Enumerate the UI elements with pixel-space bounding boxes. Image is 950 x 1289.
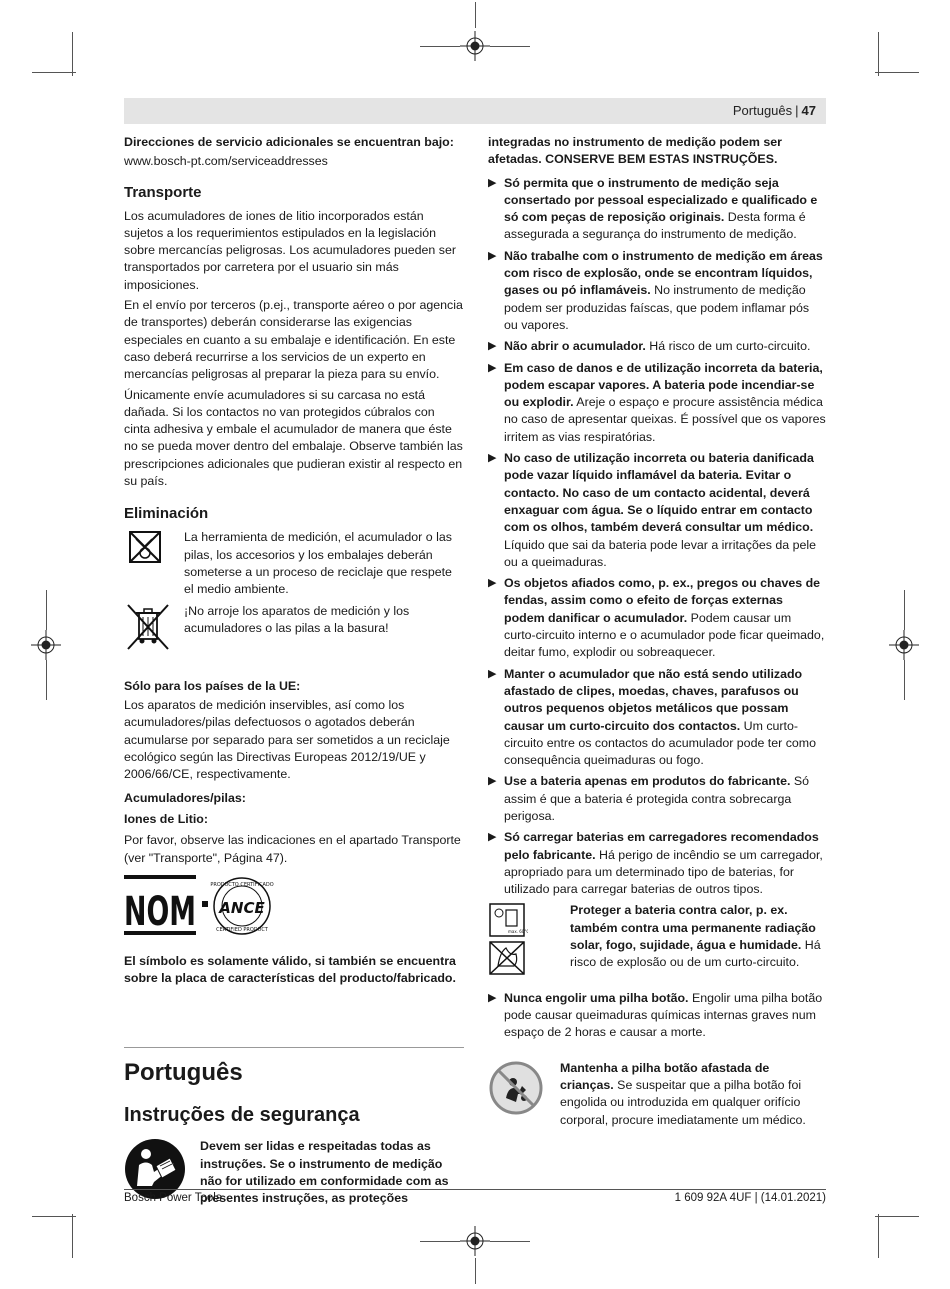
crop-mark bbox=[878, 32, 879, 76]
registration-mark-icon bbox=[460, 31, 490, 61]
safety-bullet bbox=[488, 248, 826, 334]
bullet-arrow-icon: ▶ bbox=[488, 577, 497, 590]
crop-mark bbox=[904, 590, 905, 630]
crop-mark bbox=[46, 590, 47, 630]
bullet-arrow-icon: ▶ bbox=[488, 667, 497, 680]
bullet-bold: Não abrir o acumulador. bbox=[504, 339, 646, 354]
registration-mark-icon bbox=[460, 1226, 490, 1256]
safety-bullet bbox=[488, 990, 826, 1042]
ance-text: ANCE bbox=[219, 898, 265, 917]
bullet-detail: Desta forma é assegurada a segurança do instrumento de medição. bbox=[504, 210, 806, 242]
bullet-detail: Há perigo de incêndio se um carregador, apropriado para um determinado tipo de baterias, for utilizado para carregar baterias de outros tipos. bbox=[504, 847, 823, 897]
header-language: Português bbox=[732, 103, 793, 118]
nom-ance-logo bbox=[124, 873, 464, 943]
heat-warning-text bbox=[570, 902, 826, 983]
disposal-row bbox=[124, 603, 464, 660]
transport-paragraph: Únicamente envíe acumuladores si su carcasa no está dañada. Si los contactos no van protegidos cúbralos con cinta adhesiva y embale el acumulador de manera que éste no se pueda mover dentro del embalaje. Observe también las prescripciones adicionales que pudieran existir al respecto en su país. bbox=[124, 387, 463, 489]
registration-mark-icon bbox=[889, 630, 919, 660]
bullet-arrow-icon: ▶ bbox=[488, 361, 497, 374]
bullet-detail: Um curto-circuito entre os contactos do acumulador pode ter como consequência queimaduras ou fogo. bbox=[504, 718, 816, 768]
safety-intro: Devem ser lidas e respeitadas todas as instruções. Se o instrumento de medição não for utilizado em conformidade com as presentes instruções, as proteções bbox=[200, 1139, 449, 1206]
right-column bbox=[488, 134, 826, 1133]
crop-mark bbox=[420, 1241, 460, 1242]
disposal-text: La herramienta de medición, el acumulador o las pilas, los accesorios y los embalajes deberán someterse a un proceso de reciclaje que respete el medio ambiente. bbox=[184, 530, 452, 597]
service-url: www.bosch-pt.com/serviceaddresses bbox=[124, 154, 328, 169]
crop-mark bbox=[46, 660, 47, 700]
bullet-bold: Os objetos afiados como, p. ex., pregos ou chaves de fendas, assim como o efeito de forças externas podem danificar o acumulador. bbox=[504, 576, 821, 625]
bullet-detail: Há risco de um curto-circuito. bbox=[645, 339, 811, 354]
registration-mark-icon bbox=[31, 630, 61, 660]
bullet-arrow-icon: ▶ bbox=[488, 340, 497, 353]
safety-bullet-text bbox=[504, 829, 826, 898]
page-header bbox=[124, 98, 826, 124]
bullet-arrow-icon: ▶ bbox=[488, 991, 497, 1004]
bullet-arrow-icon: ▶ bbox=[488, 775, 497, 788]
crop-mark bbox=[475, 1258, 476, 1284]
bullet-arrow-icon: ▶ bbox=[488, 452, 497, 465]
section-divider bbox=[124, 1047, 464, 1048]
safety-bullet bbox=[488, 829, 826, 898]
safety-title: Instruções de segurança bbox=[124, 1104, 360, 1127]
safety-bullet-text bbox=[504, 450, 826, 571]
safety-bullet bbox=[488, 666, 826, 770]
recycling-icon bbox=[124, 529, 172, 598]
nom-ance-logo-icon bbox=[124, 873, 284, 943]
safety-bullet-text bbox=[504, 666, 826, 770]
heat-warning-icon bbox=[488, 902, 546, 983]
left-column bbox=[124, 134, 464, 1212]
bullet-detail: Só assim é que a bateria é protegida contra sobrecarga perigosa. bbox=[504, 774, 810, 823]
transport-paragraph: En el envío por terceros (p.ej., transporte aéreo o por agencia de transportes) deberán considerarse las exigencias especiales en cuanto a su embalaje e identificación. En este caso deberá recurrirse a los servicios de un experto en mercancías peligrosas al preparar la pieza para su envío. bbox=[124, 298, 463, 382]
crop-mark bbox=[490, 46, 530, 47]
crop-mark bbox=[904, 660, 905, 700]
bullet-bold: Só permita que o instrumento de medição seja consertado por pessoal especializado e qualificado e só com peças de reposição originais. bbox=[504, 175, 818, 225]
child-warning-bold: Mantenha a pilha botão afastada de crianças. bbox=[560, 1060, 770, 1092]
symbol-note: El símbolo es solamente válido, si también se encuentra sobre la placa de características del producto/fabricado. bbox=[124, 953, 456, 986]
bullet-arrow-icon: ▶ bbox=[488, 176, 497, 189]
lithium-paragraph: Por favor, observe las indicaciones en el apartado Transporte (ver "Transporte", Página 47). bbox=[124, 833, 461, 865]
page-number: 47 bbox=[801, 103, 816, 118]
section-title: Português bbox=[124, 1059, 243, 1087]
footer-brand: Bosch Power Tools bbox=[124, 1192, 222, 1204]
child-warning-detail: Se suspeitar que a pilha botão foi engolida ou introduzida em qualquer orifício corporal, procure imediatamente um médico. bbox=[560, 1077, 806, 1127]
disposal-warning: ¡No arroje los aparatos de medición y los acumuladores o las pilas a la basura! bbox=[184, 603, 410, 635]
crop-mark bbox=[72, 1214, 73, 1258]
disposal-row bbox=[124, 529, 464, 598]
safety-bullet-text bbox=[504, 575, 826, 661]
crop-mark bbox=[875, 72, 919, 73]
safety-bullet-text bbox=[504, 360, 826, 446]
bullet-detail: Podem causar um curto-circuito interno e o acumulador pode ficar queimado, deitar fumo, explodir ou sobreaquecer. bbox=[504, 610, 825, 660]
ance-top-text: PRODUCTO CERTIFICADO bbox=[210, 881, 274, 888]
bullet-detail: No instrumento de medição podem ser produzidas faíscas, que podem inflamar pós ou vapores. bbox=[504, 283, 810, 332]
crop-mark bbox=[32, 1216, 76, 1217]
safety-continued: integradas no instrumento de medição podem ser afetadas. CONSERVE BEM ESTAS INSTRUÇÕES. bbox=[488, 135, 782, 167]
bullet-detail: Areje o espaço e procure assistência médica no caso de apresentar queixas. É possível que os vapores irritem as vias respiratórias. bbox=[504, 395, 826, 444]
bullet-bold: Em caso de danos e de utilização incorreta da bateria, podem escapar vapores. A bateria pode incendiar-se ou explodir. bbox=[504, 360, 823, 410]
keep-from-children-icon bbox=[488, 1060, 544, 1129]
safety-bullet-text bbox=[504, 773, 826, 825]
heat-warning-detail: Há risco de explosão ou de um curto-circuito. bbox=[570, 938, 821, 970]
crop-mark bbox=[420, 46, 460, 47]
safety-bullet-text bbox=[504, 990, 826, 1042]
safety-bullet bbox=[488, 360, 826, 446]
crossed-bin-icon bbox=[124, 603, 172, 660]
safety-bullet-text bbox=[504, 175, 826, 244]
safety-bullet bbox=[488, 338, 826, 355]
bullet-arrow-icon: ▶ bbox=[488, 249, 497, 262]
child-warning-row bbox=[488, 1060, 826, 1129]
crop-mark bbox=[72, 32, 73, 76]
bullet-bold: Use a bateria apenas em produtos do fabricante. bbox=[504, 774, 791, 789]
swallow-bold: Nunca engolir uma pilha botão. bbox=[504, 990, 689, 1005]
bullet-detail: Líquido que sai da bateria pode levar a irritações da pele ou a queimaduras. bbox=[504, 537, 817, 569]
safety-bullet-text bbox=[504, 338, 826, 355]
footer-rule bbox=[124, 1189, 826, 1190]
crop-mark bbox=[32, 72, 76, 73]
batteries-heading: Acumuladores/pilas: bbox=[124, 790, 246, 805]
header-text: Português | 47 bbox=[732, 103, 816, 118]
nom-text: NOM bbox=[124, 888, 196, 935]
safety-bullet bbox=[488, 175, 826, 244]
crop-mark bbox=[490, 1241, 530, 1242]
lithium-heading: Iones de Litio: bbox=[124, 811, 208, 826]
footer-doc-number: 1 609 92A 4UF | (14.01.2021) bbox=[674, 1192, 826, 1204]
eu-heading: Sólo para los países de la UE: bbox=[124, 678, 301, 693]
eu-paragraph: Los aparatos de medición inservibles, así como los acumuladores/pilas defectuosos o agotados deberán acumularse por separado para ser sometidos a un reciclaje ecológico según las Directivas Europeas 2012/19/UE y 2006/66/CE, respectivamente. bbox=[124, 698, 450, 782]
bullet-bold: Só carregar baterias em carregadores recomendados pelo fabricante. bbox=[504, 830, 819, 862]
child-warning-text bbox=[560, 1060, 826, 1129]
crop-mark bbox=[875, 1216, 919, 1217]
safety-bullet-list bbox=[488, 175, 826, 899]
bullet-bold: Manter o acumulador que não está sendo utilizado afastado de clipes, moedas, chaves, parafusos ou outros pequenos objetos metálicos que possam causar um curto-circuito dos contactos. bbox=[504, 666, 803, 733]
safety-bullet bbox=[488, 575, 826, 661]
safety-bullet-text bbox=[504, 248, 826, 334]
ance-bottom-text: CERTIFIED PRODUCT bbox=[216, 926, 268, 933]
heat-warning-bold: Proteger a bateria contra calor, p. ex. também contra uma permanente radiação solar, fogo, sujidade, água e humidade. bbox=[570, 903, 816, 953]
safety-bullet bbox=[488, 450, 826, 571]
heat-icon-label: max. 60°C bbox=[508, 929, 528, 935]
disposal-heading: Eliminación bbox=[124, 505, 209, 523]
transport-paragraph: Los acumuladores de iones de litio incorporados están sujetos a los requerimientos estipulados en la legislación sobre mercancías peligrosas. Los acumuladores pueden ser transportados por carretera por el usuario sin más imposiciones. bbox=[124, 208, 456, 292]
crop-mark bbox=[475, 2, 476, 28]
bullet-arrow-icon: ▶ bbox=[488, 831, 497, 844]
safety-bullet bbox=[488, 773, 826, 825]
bullet-bold: No caso de utilização incorreta ou bateria danificada pode vazar líquido inflamável da bateria. Evitar o contacto. No caso de um contacto acidental, deverá enxaguar com água. Se o líquido entrar em contacto com os olhos, também deverá consultar um médico. bbox=[504, 451, 814, 535]
transport-heading: Transporte bbox=[124, 183, 202, 201]
swallow-detail: Engolir uma pilha botão pode causar queimaduras químicas internas graves num espaço de 2 horas e causar a morte. bbox=[504, 990, 823, 1040]
bullet-bold: Não trabalhe com o instrumento de medição em áreas com risco de explosão, onde se encontram líquidos, gases ou pó inflamáveis. bbox=[504, 248, 823, 298]
heat-warning-row bbox=[488, 902, 826, 983]
service-label: Direcciones de servicio adicionales se encuentran bajo: bbox=[124, 135, 454, 149]
crop-mark bbox=[878, 1214, 879, 1258]
